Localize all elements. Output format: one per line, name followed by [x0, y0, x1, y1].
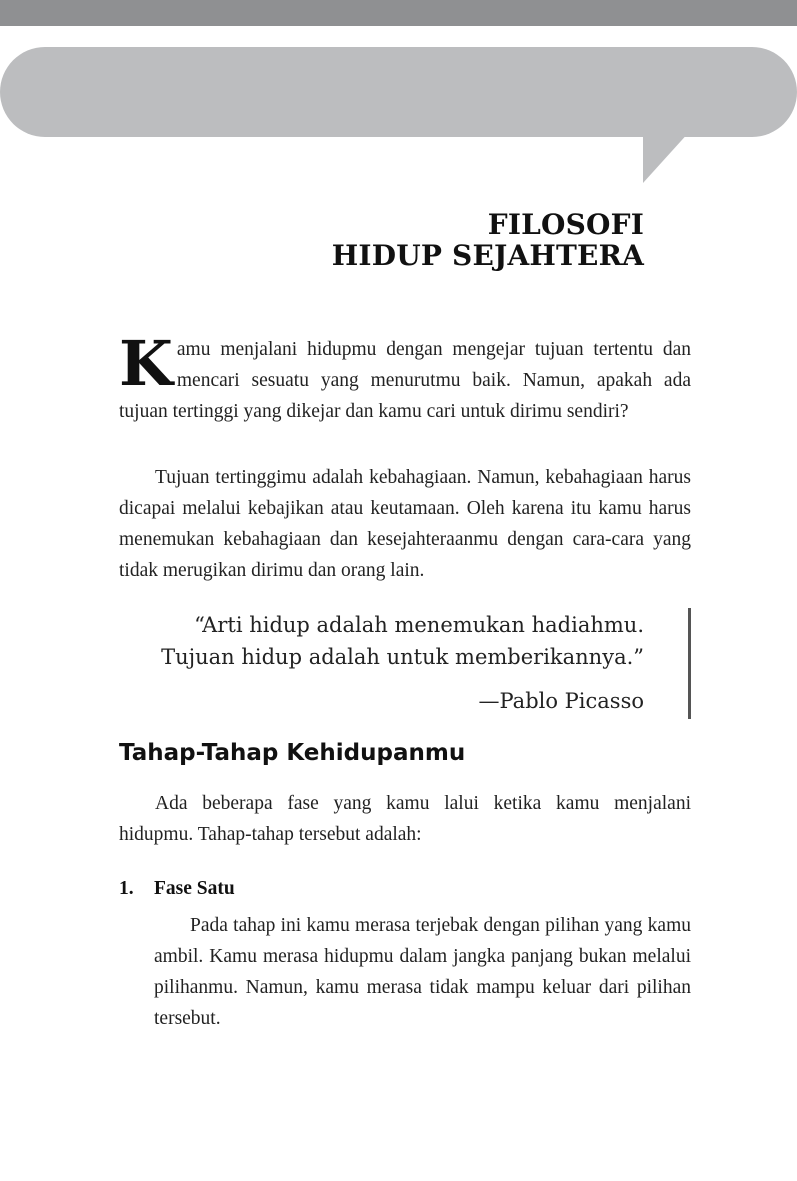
paragraph-happiness: Tujuan tertinggimu adalah kebahagiaan. Namun, kebahagiaan harus dicapai melalui kebajikan atau keutamaan. Oleh karena itu kamu harus menemukan kebahagiaan dan kesejahteraanmu dengan cara-cara yang tidak merugikan dirimu dan orang lain. [119, 467, 691, 581]
intro-text: amu menjalani hidupmu dengan mengejar tujuan tertentu dan mencari sesuatu yang menurutmu baik. Namun, apakah ada tujuan tertinggi yang dikejar dan kamu cari untuk dirimu sendiri? [119, 339, 691, 422]
list-item-heading: Fase Satu [154, 878, 235, 899]
page-title [332, 209, 644, 271]
quote-author: —Pablo Picasso [478, 689, 644, 713]
paragraph-phases: Ada beberapa fase yang kamu lalui ketika kamu menjalani hidupmu. Tahap-tahap tersebut adalah: [119, 793, 691, 845]
title-line-1: FILOSOFI [487, 207, 644, 241]
speech-bubble-tail [0, 0, 797, 190]
section-heading: Tahap-Tahap Kehidupanmu [119, 740, 466, 766]
list-item-text: Pada tahap ini kamu merasa terjebak dengan pilihan yang kamu ambil. Kamu merasa hidupmu dalam jangka panjang bukan melalui pilihanmu. Namun, kamu merasa tidak mampu keluar dari pilihan tersebut. [154, 915, 691, 1029]
intro-paragraph [119, 327, 691, 427]
title-line-2: HIDUP SEJAHTERA [331, 238, 644, 272]
drop-cap: K [119, 327, 173, 400]
pull-quote [150, 609, 644, 717]
quote-line-1: “Arti hidup adalah menemukan hadiahmu. [194, 613, 644, 637]
list-item-number: 1. [119, 878, 134, 899]
quote-line-2: Tujuan hidup adalah untuk memberikannya.” [161, 645, 644, 669]
quote-rule [688, 608, 691, 719]
